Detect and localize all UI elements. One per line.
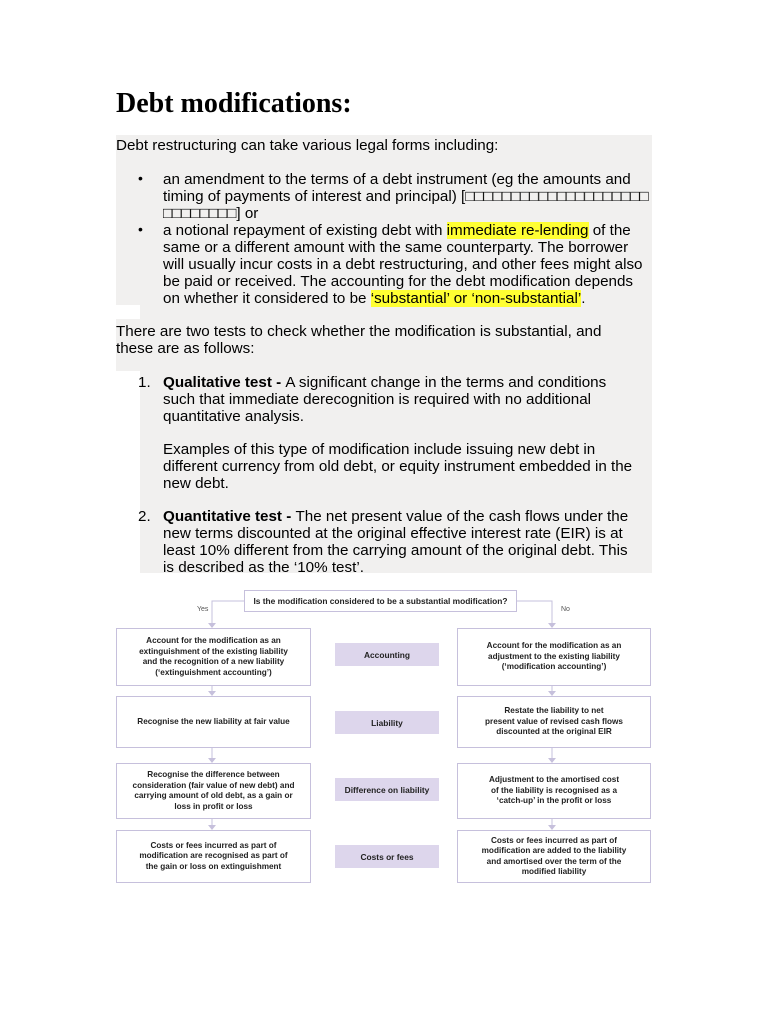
flowchart-line: of the liability is recognised as a [490, 785, 618, 795]
flowchart-box-text [137, 717, 289, 728]
tests-intro-line-2: these are as follows: [116, 340, 255, 357]
flowchart-line: Account for the modification as an [486, 641, 622, 651]
intro-text: Debt restructuring can take various legal forms including: [116, 137, 499, 154]
flowchart-line: Restate the liability to net [504, 706, 604, 716]
text-run: . [581, 290, 586, 307]
flowchart-line: ‘catch-up’ in the profit or loss [496, 796, 612, 806]
test-1-line-3: quantitative analysis. [163, 408, 304, 425]
bullet-2-line-2: same or a different amount with the same counterparty. The borrower [163, 239, 629, 256]
test-1-heading: Qualitative test - [163, 374, 286, 391]
flowchart-line: loss in profit or loss [174, 801, 253, 811]
flowchart-left-costs [116, 830, 311, 883]
flowchart-yes-label: Yes [197, 606, 209, 613]
test-2-heading: Quantitative test - [163, 508, 296, 525]
flowchart-line: and amortised over the term of the [486, 856, 622, 866]
flowchart-label-costs: Costs or fees [335, 845, 439, 868]
highlighted-text: immediate re-lending [446, 222, 589, 239]
flowchart-line: Account for the modification as an [146, 636, 281, 645]
test-1-number: 1. [138, 374, 151, 391]
text-run: a notional repayment of existing debt with [163, 222, 447, 239]
bullet-glyph: • [138, 221, 143, 237]
flowchart-line: (‘modification accounting’) [501, 662, 607, 672]
flowchart-box-text [485, 706, 623, 738]
highlighted-text: ‘substantial’ or ‘non-substantial’ [370, 290, 582, 307]
flowchart-line: the gain or loss on extinguishment [145, 861, 282, 871]
bullet-1-line-1: an amendment to the terms of a debt instrument (eg the amounts and [163, 171, 631, 188]
flowchart-question: Is the modification considered to be a substantial modification? [244, 590, 517, 612]
test-1-example-line-3: new debt. [163, 475, 229, 492]
flowchart-box-text [487, 641, 622, 673]
flowchart-line: modification are recognised as part of [139, 851, 288, 861]
bullet-2-line-4: be paid or received. The accounting for the debt modification depends [163, 273, 633, 290]
flowchart-line: discounted at the original EIR [496, 727, 612, 737]
bullet-2-line-3: will usually incur costs in a debt restructuring, and other fees might also [163, 256, 643, 273]
flowchart-right-costs [457, 830, 651, 883]
flowchart-label-difference: Difference on liability [335, 778, 439, 801]
flowchart-line: modification are added to the liability [481, 846, 627, 855]
flowchart-line: adjustment to the existing liability [488, 651, 620, 661]
flowchart-line: Costs or fees incurred as part of [490, 835, 617, 845]
flowchart-left-accounting [116, 628, 311, 686]
flowchart-line: Recognise the new liability at fair value [137, 716, 290, 726]
bullet-1-line-3: □□□□□□□□] or [163, 205, 259, 222]
flowchart-box-text [482, 836, 627, 878]
flowchart-box-text [139, 841, 287, 873]
text-run: A significant change in the terms and conditions [285, 374, 607, 391]
bullet-1-line-2: timing of payments of interest and principal) [□□□□□□□□□□□□□□□□□□□□ [163, 188, 649, 205]
flowchart-box-text [133, 770, 295, 812]
flowchart-box-text [139, 636, 288, 678]
flowchart-label-accounting: Accounting [335, 643, 439, 666]
bullet-glyph: • [138, 170, 143, 186]
flowchart-box-text [489, 775, 619, 807]
flowchart-right-liability [457, 696, 651, 748]
test-2-line-3: least 10% different from the carrying amount of the original debt. This [163, 542, 628, 559]
flowchart-line: carrying amount of old debt, as a gain or [134, 791, 293, 800]
flowchart-line: present value of revised cash flows [485, 716, 623, 726]
flowchart-line: modified liability [521, 867, 587, 876]
test-2-line-2: new terms discounted at the original effective interest rate (EIR) is at [163, 525, 623, 542]
flowchart-left-difference [116, 763, 311, 819]
flowchart-no-label: No [561, 606, 570, 613]
flowchart-line: Recognise the difference between [147, 770, 280, 779]
flowchart-right-accounting [457, 628, 651, 686]
test-2-line-4: is described as the ‘10% test’. [163, 559, 364, 576]
flowchart-line: Adjustment to the amortised cost [488, 775, 620, 785]
flowchart-line: extinguishment of the existing liability [139, 646, 288, 656]
flowchart-line: (‘extinguishment accounting’) [155, 667, 272, 677]
tests-intro-line-1: There are two tests to check whether the modification is substantial, and [116, 323, 602, 340]
text-run: on whether it considered to be [163, 290, 371, 307]
flowchart-left-liability [116, 696, 311, 748]
test-1-example-line-2: different currency from old debt, or equity instrument embedded in the [163, 458, 633, 475]
test-1-example-line-1: Examples of this type of modification include issuing new debt in [163, 441, 596, 458]
flowchart-line: Costs or fees incurred as part of [150, 840, 277, 850]
text-run: of the [588, 222, 631, 239]
flowchart-label-liability: Liability [335, 711, 439, 734]
test-2-number: 2. [138, 508, 151, 525]
test-1-line-2: such that immediate derecognition is required with no additional [163, 391, 592, 408]
text-run: The net present value of the cash flows under the [295, 508, 629, 525]
flowchart-line: consideration (fair value of new debt) and [132, 780, 295, 790]
flowchart-right-difference [457, 763, 651, 819]
page-title: Debt modifications: [116, 88, 352, 119]
flowchart-line: and the recognition of a new liability [142, 657, 285, 666]
